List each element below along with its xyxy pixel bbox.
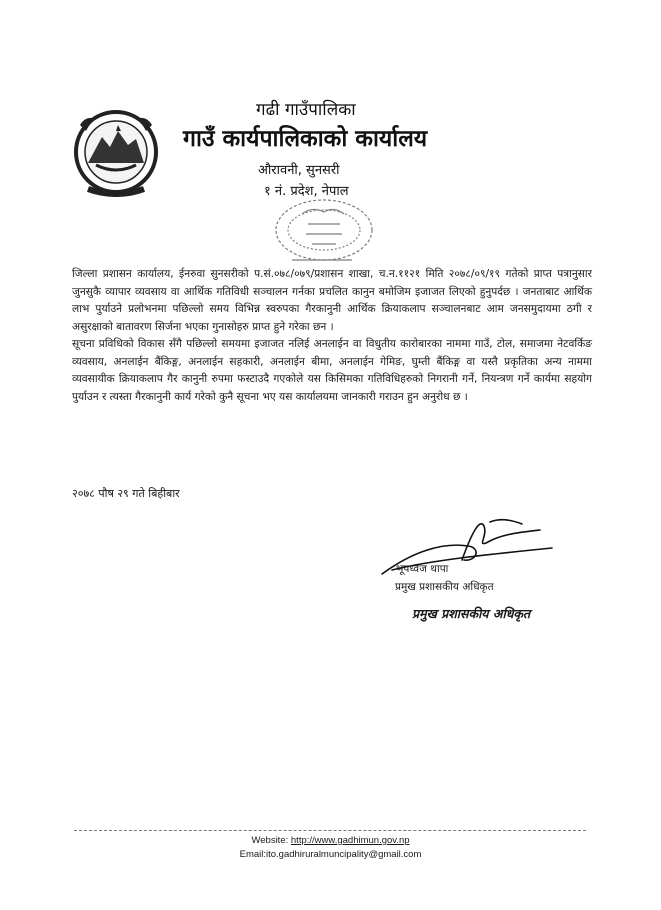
office-seal-stamp [262, 190, 380, 272]
office-province: १ नं. प्रदेश, नेपाल [264, 184, 349, 199]
footer-email[interactable]: Email:ito.gadhiruralmuncipality@gmail.com [239, 849, 422, 860]
office-name: गाउँ कार्यपालिकाको कार्यालय [183, 126, 428, 152]
body-paragraph: सूचना प्रविधिको विकास सँगै पछिल्लो समयमा इजाजत नलिई अनलाईन वा विधुतीय कारोबारका नाममा गाउँ, टोल, समाजमा नेटवर्किङ व्यवसाय, अनलाईन बैंकिङ्ग, अनलाईन सहकारी, अनलाईन बीमा, अनलाईन गेमिङ, घुम्ती बैंकिङ्ग वा यस्तै प्रकृतिका अन्य नाममा व्यवसायीक क्रियाकलाप गैर कानुनी रुपमा फस्टाउदै गएकोले यस किसिमका गतिविधिहरुको निगरानी गर्ने, नियन्त्रण गर्ने कार्यमा सहयोग पुर्याउन र त्यस्ता गैरकानुनी कार्य गरेको कुनै सूचना भए यस कार्यालयमा जानकारी गराउन हुन अनुरोध छ । [72, 338, 592, 403]
footer-divider [74, 830, 586, 831]
footer-website-line [0, 835, 661, 846]
municipality-name: गढी गाउँपालिका [256, 100, 356, 120]
body-paragraph: जिल्ला प्रशासन कार्यालय, ईनरुवा सुनसरीको प.सं.०७८/०७९/प्रशासन शाखा, च.न.११२१ मिति २०७८/०९/१९ गतेको प्राप्त पत्रानुसार जुनसुकै व्यापार व्यवसाय वा आर्थिक गतिविधी सञ्चालन गर्नका प्रचलित कानुन बमोजिम इजाजत लिएको हुनुपर्दछ । जनताबाट आर्थिक लाभ पुर्याउने प्रलोभनमा पछिल्लो समय विभिन्न स्वरुपका गैरकानुनी आर्थिक क्रियाकलाप सञ्चालनबाट आम जनसमुदायमा ठगी र असुरक्षाको बातावरण सिर्जना भएका गुनासोहरु प्राप्त हुने गरेका छन । [72, 268, 592, 333]
signatory-title: प्रमुख प्रशासकीय अधिकृत [395, 581, 494, 593]
title-stamp: प्रमुख प्रशासकीय अधिकृत [412, 606, 531, 621]
website-link[interactable]: http://www.gadhimun.gov.np [290, 835, 410, 846]
notice-body [72, 266, 592, 406]
office-location: औरावनी, सुनसरी [258, 163, 340, 178]
signatory-name: भूपध्वज थापा [396, 563, 449, 575]
issue-date: २०७८ पौष २९ गते बिहीबार [72, 487, 180, 500]
website-label: Website: [251, 835, 291, 846]
nepal-government-emblem-icon [66, 105, 166, 197]
